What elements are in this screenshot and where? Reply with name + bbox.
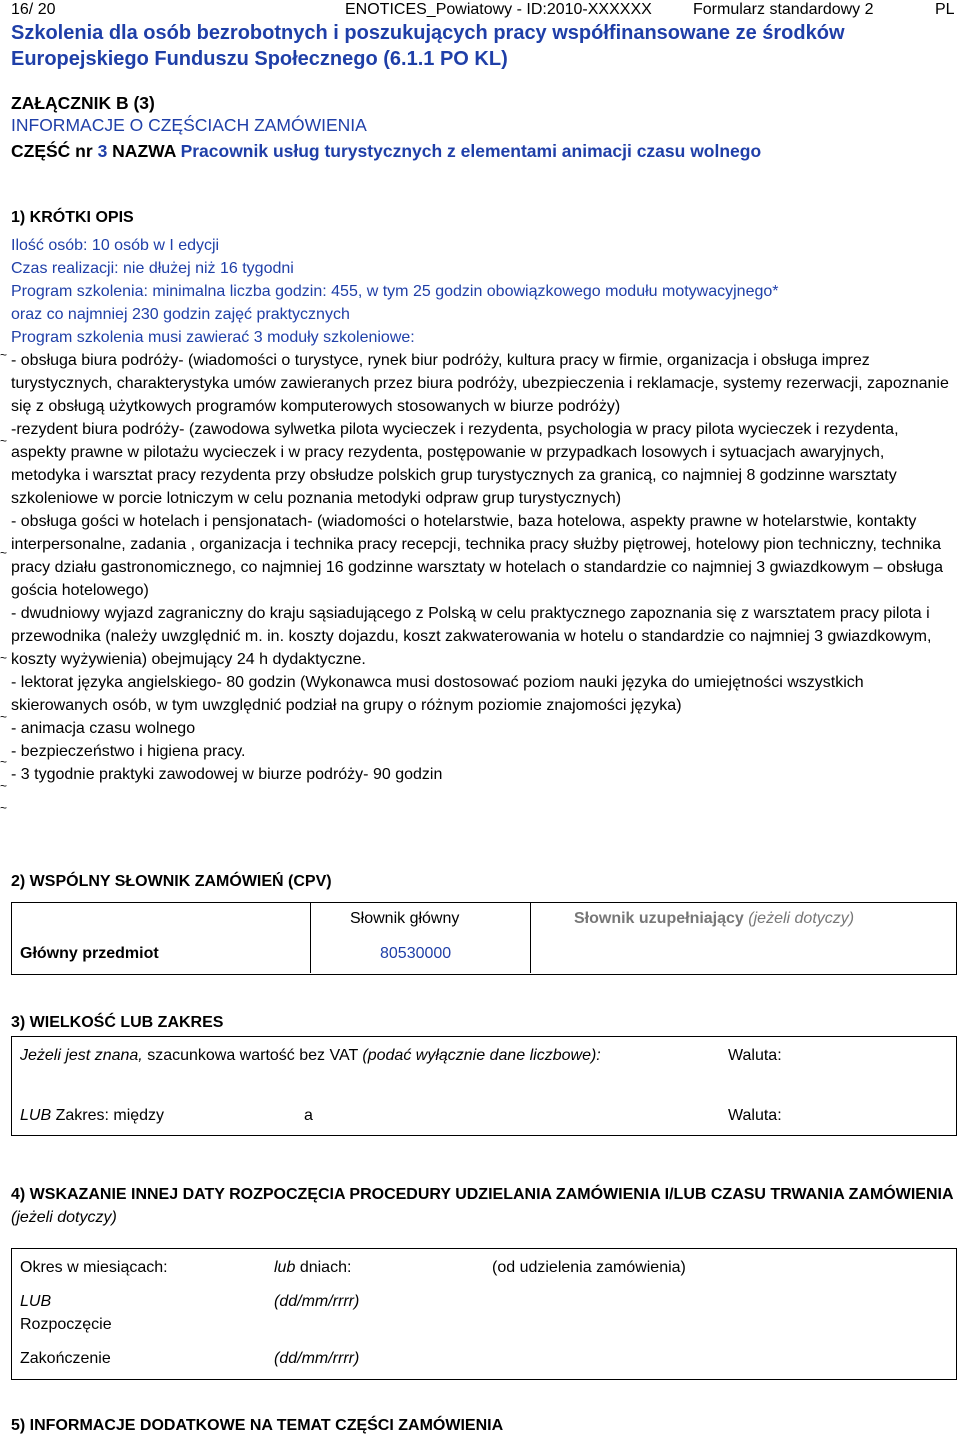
tilde-mark: ~	[0, 755, 8, 769]
cpv-main-code: 80530000	[380, 945, 452, 962]
tilde-mark: ~	[0, 801, 8, 815]
cpv-divider	[530, 903, 531, 973]
start-label: Rozpoczęcie	[20, 1316, 112, 1333]
module-item: - animacja czasu wolnego	[11, 720, 196, 737]
end-date-format: (dd/mm/rrrr)	[274, 1350, 360, 1367]
section2-heading: 2) WSPÓLNY SŁOWNIK ZAMÓWIEŃ (CPV)	[11, 873, 332, 890]
module-list	[11, 349, 957, 786]
annex-label: ZAŁĄCZNIK B (3)	[11, 93, 155, 113]
days-label: lub dniach:	[274, 1259, 352, 1276]
or-label: LUB	[20, 1293, 52, 1310]
end-label: Zakończenie	[20, 1350, 111, 1367]
cpv-table	[11, 902, 957, 975]
cpv-supp-header: Słownik uzupełniający (jeżeli dotyczy)	[574, 910, 855, 927]
currency-label-2: Waluta:	[728, 1107, 782, 1124]
module-item: - 3 tygodnie praktyki zawodowej w biurze podróży- 90 godzin	[11, 766, 443, 783]
months-label: Okres w miesiącach:	[20, 1259, 168, 1276]
currency-label: Waluta:	[728, 1047, 782, 1064]
part-name: Pracownik usług turystycznych z elementami animacji czasu wolnego	[180, 141, 762, 161]
section3-heading: 3) WIELKOŚĆ LUB ZAKRES	[11, 1014, 224, 1031]
page-header	[0, 0, 960, 20]
short-desc-line: Czas realizacji: nie dłużej niż 16 tygodni	[11, 260, 294, 277]
module-item: - bezpieczeństwo i higiena pracy.	[11, 743, 246, 760]
cpv-main-header: Słownik główny	[350, 910, 460, 927]
duration-table	[11, 1248, 957, 1380]
tilde-mark: ~	[0, 710, 8, 724]
tilde-mark: ~	[0, 546, 8, 560]
form-name: Formularz standardowy 2	[693, 1, 874, 18]
from-award-label: (od udzielenia zamówienia)	[492, 1259, 686, 1276]
language-code: PL	[935, 1, 955, 18]
short-desc-line: Program szkolenia: minimalna liczba godzin: 455, w tym 25 godzin obowiązkowego modułu motywacyjnego*	[11, 283, 779, 300]
tilde-mark: ~	[0, 651, 8, 665]
page-number: 16/ 20	[11, 1, 56, 18]
notice-id: ENOTICES_Powiatowy - ID:2010-XXXXXX	[345, 1, 652, 18]
annex-info: INFORMACJE O CZĘŚCIACH ZAMÓWIENIA	[11, 115, 367, 135]
section1-heading: 1) KRÓTKI OPIS	[11, 209, 134, 226]
module-item: - dwudniowy wyjazd zagraniczny do kraju sąsiadującego z Polską w celu praktycznego zapoznania się z warsztatem pracy pilota i przewodnika (należy uwzględnić m. in. koszty dojazdu, koszt zakwaterowania w hotelu o standardzie co najmniej 3 gwiazdkowym, koszty wyżywienia) obejmujący 24 h dydaktyczne.	[11, 605, 932, 668]
module-item: - obsługa biura podróży- (wiadomości o turystyce, rynek biur podróży, kultura pracy w firmie, organizacja i obsługa imprez turystycznych, charakterystyka umów zawieranych przez biura podróży, ubezpieczenia i reklamacje, systemy rezerwacji, zapoznanie się z obsługą użytkowych programów komputerowych stosowanych w biurze podróży)	[11, 352, 949, 415]
part-number: 3	[97, 141, 108, 161]
short-desc-line: Program szkolenia musi zawierać 3 moduły szkoleniowe:	[11, 329, 415, 346]
module-item: -rezydent biura podróży- (zawodowa sylwetka pilota wycieczek i rezydenta, psychologia w pracy pilota wycieczek i rezydenta, aspekty prawne w pilotażu wycieczek i w pracy rezydenta, postępowanie w przypadkach losowych i sytuacjach awaryjnych, metodyka i warsztat pracy rezydenta przy obsłudze polskich grup turystycznych za granicą, co najmniej 8 godzinne warsztaty szkoleniowe w porcie lotniczym w celu poznania metodyki odpraw grup turystycznych)	[11, 421, 899, 507]
section4-heading: 4) WSKAZANIE INNEJ DATY ROZPOCZĘCIA PROCEDURY UDZIELANIA ZAMÓWIENIA I/LUB CZASU TRWANIA ZAMÓWIENIA (jeżeli dotyczy)	[11, 1186, 954, 1226]
range-label: LUB Zakres: między	[20, 1107, 165, 1124]
name-label: NAZWA	[112, 141, 176, 161]
tilde-mark: ~	[0, 434, 8, 448]
tilde-mark: ~	[0, 348, 8, 362]
cpv-divider	[310, 903, 311, 973]
document-title: Szkolenia dla osób bezrobotnych i poszukujących pracy współfinansowane ze środków Europejskiego Funduszu Społecznego (6.1.1 PO KL)	[11, 22, 845, 70]
value-table	[11, 1036, 957, 1136]
and-label: a	[304, 1107, 313, 1124]
section5-heading: 5) INFORMACJE DODATKOWE NA TEMAT CZĘŚCI ZAMÓWIENIA	[11, 1417, 504, 1434]
part-line	[11, 140, 761, 163]
tilde-mark: ~	[0, 779, 8, 793]
module-item: - obsługa gości w hotelach i pensjonatach- (wiadomości o hotelarstwie, baza hotelowa, aspekty prawne w hotelarstwie, kontakty interpersonalne, zadania , organizacja i technika pracy recepcji, technika pracy służby piętrowej, hotelowy pion techniczny, technika pracy działu gastronomicznego, co najmniej 16 godzinne warsztaty w hotelach o standardzie co najmniej 3 gwiazdkowym – obsługa gościa hotelowego)	[11, 513, 944, 599]
module-item: - lektorat języka angielskiego- 80 godzin (Wykonawca musi dostosować poziom nauki języka do umiejętności wszystkich skierowanych osób, w tym uwzględnić podział na grupy o różnym poziomie znajomości języka)	[11, 674, 864, 714]
short-desc-line: Ilość osób: 10 osób w I edycji	[11, 237, 220, 254]
part-label: CZĘŚĆ nr	[11, 141, 93, 161]
start-date-format: (dd/mm/rrrr)	[274, 1293, 360, 1310]
short-desc-line: oraz co najmniej 230 godzin zajęć praktycznych	[11, 306, 350, 323]
cpv-row-label: Główny przedmiot	[20, 945, 159, 962]
estimate-label: Jeżeli jest znana, szacunkowa wartość bez VAT (podać wyłącznie dane liczbowe):	[20, 1047, 601, 1064]
